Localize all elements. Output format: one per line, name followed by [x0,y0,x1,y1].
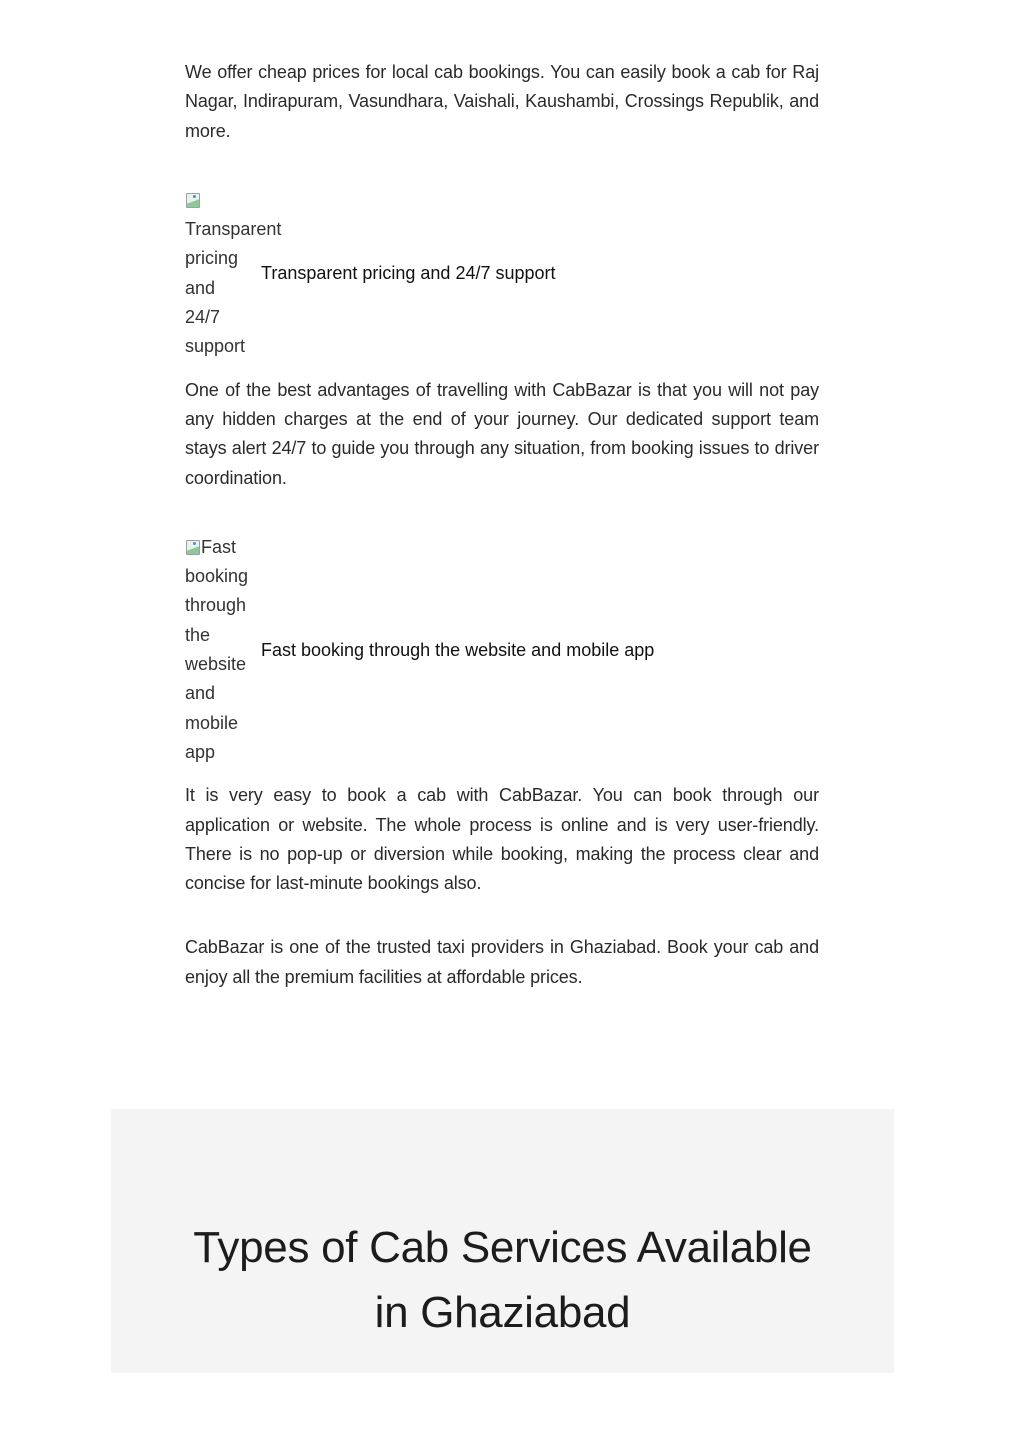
image-alt-text-content: Fast booking through the website and mobile app [185,536,249,762]
closing-paragraph: CabBazar is one of the trusted taxi providers in Ghaziabad. Book your cab and enjoy all the premium facilities at affordable prices. [185,937,819,987]
broken-image-placeholder [185,186,282,362]
intro-paragraph: We offer cheap prices for local cab bookings. You can easily book a cab for Raj Nagar, Indirapuram, Vasundhara, Vaishali, Kaushambi, Crossings Republik, and more. [185,62,819,141]
broken-image-icon [185,192,201,208]
broken-image-placeholder [185,533,251,767]
feature-paragraph: One of the best advantages of travelling with CabBazar is that you will not pay any hidden charges at the end of your journey. Our dedicated support team stays alert 24/7 to guide you through any situation, from booking issues to driver coordination. [185,379,819,488]
image-alt-text [185,533,251,767]
feature-label: Fast booking through the website and mobile app [261,639,655,660]
spacer [185,898,819,933]
section-heading: Types of Cab Services Available in Ghaziabad [193,1223,812,1337]
feature-fast-booking [185,533,819,767]
feature-label: Transparent pricing and 24/7 support [261,263,556,284]
feature-transparent-pricing [185,186,819,362]
broken-image-icon [185,539,201,555]
image-alt-text: Transparent pricing and 24/7 support [185,219,282,357]
feature-paragraph: It is very easy to book a cab with CabBazar. You can book through our application or website. The whole process is online and is very user-friendly. There is no pop-up or diversion while booking, making the process clear and concise for last-minute bookings also. [185,785,819,894]
section-banner [111,1109,894,1373]
article-content [185,58,819,992]
